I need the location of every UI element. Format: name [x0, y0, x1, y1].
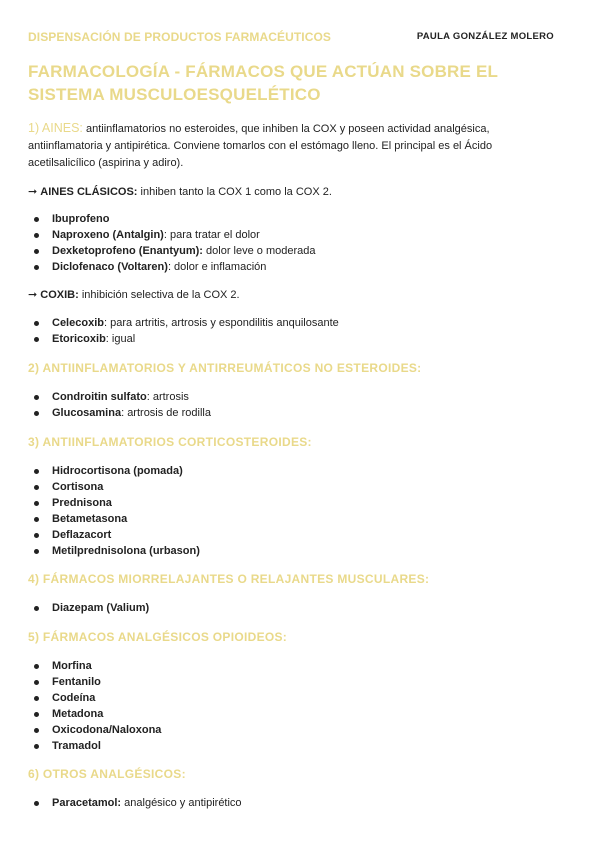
list-item: Fentanilo: [34, 674, 161, 690]
aines-clasicos-label: AINES CLÁSICOS:: [40, 186, 138, 198]
coxib-text: inhibición selectiva de la COX 2.: [81, 289, 240, 301]
section-heading-opioideos: 5) FÁRMACOS ANALGÉSICOS OPIOIDEOS:: [28, 630, 288, 644]
section-heading-antirreumaticos: 2) ANTIINFLAMATORIOS Y ANTIRREUMÁTICOS NO ESTEROIDES:: [28, 361, 422, 375]
list-item: Diazepam (Valium): [34, 600, 149, 616]
list-item: Morfina: [34, 658, 161, 674]
miorrelajantes-list: [34, 600, 149, 616]
list-item: Diclofenaco (Voltaren): dolor e inflamación: [34, 259, 315, 275]
list-item: Naproxeno (Antalgin): para tratar el dolor: [34, 227, 315, 243]
list-item: Codeína: [34, 690, 161, 706]
list-item: Etoricoxib: igual: [34, 331, 339, 347]
opioideos-list: [34, 658, 161, 754]
aines-heading: 1) AINES:: [28, 121, 83, 135]
coxib-list: [34, 315, 339, 347]
aines-clasicos-list: [34, 211, 315, 275]
coxib-label: COXIB:: [40, 289, 79, 301]
header-course-title: DISPENSACIÓN DE PRODUCTOS FARMACÉUTICOS: [28, 30, 332, 44]
section-heading-miorrelajantes: 4) FÁRMACOS MIORRELAJANTES O RELAJANTES MUSCULARES:: [28, 572, 430, 586]
aines-paragraph: [28, 120, 548, 172]
list-item: Hidrocortisona (pomada): [34, 463, 200, 479]
list-item: Metadona: [34, 706, 161, 722]
list-item: Paracetamol: analgésico y antipirético: [34, 795, 242, 811]
section-heading-corticosteroides: 3) ANTIINFLAMATORIOS CORTICOSTEROIDES:: [28, 435, 312, 449]
list-item: Ibuprofeno: [34, 211, 315, 227]
list-item: Tramadol: [34, 738, 161, 754]
header-author: PAULA GONZÁLEZ MOLERO: [416, 31, 554, 42]
corticosteroides-list: [34, 463, 200, 559]
list-item: Prednisona: [34, 495, 200, 511]
page-title: FARMACOLOGÍA - FÁRMACOS QUE ACTÚAN SOBRE EL SISTEMA MUSCULOESQUELÉTICO: [28, 62, 498, 104]
list-item: Dexketoprofeno (Enantyum): dolor leve o moderada: [34, 243, 315, 259]
aines-description: antiinflamatorios no esteroides, que inhiben la COX y poseen actividad analgésica, antiinflamatoria y antipirética. Conviene tomarlos con el estómago lleno. El principal es el Ácido acetilsalicílico (aspirina y adiro).: [28, 123, 493, 169]
aines-clasicos-intro: [28, 185, 332, 198]
section-heading-otros-analgesicos: 6) OTROS ANALGÉSICOS:: [28, 767, 186, 781]
list-item: Celecoxib: para artritis, artrosis y espondilitis anquilosante: [34, 315, 339, 331]
arrow-right-icon: ➞: [28, 289, 38, 301]
list-item: Deflazacort: [34, 527, 200, 543]
antirreumaticos-list: [34, 389, 211, 421]
list-item: Glucosamina: artrosis de rodilla: [34, 405, 211, 421]
arrow-right-icon: ➞: [28, 186, 38, 198]
list-item: Metilprednisolona (urbason): [34, 543, 200, 559]
list-item: Cortisona: [34, 479, 200, 495]
otros-analgesicos-list: [34, 795, 242, 811]
coxib-intro: [28, 288, 240, 301]
list-item: Betametasona: [34, 511, 200, 527]
list-item: Oxicodona/Naloxona: [34, 722, 161, 738]
aines-clasicos-text: inhiben tanto la COX 1 como la COX 2.: [140, 186, 332, 198]
list-item: Condroitin sulfato: artrosis: [34, 389, 211, 405]
